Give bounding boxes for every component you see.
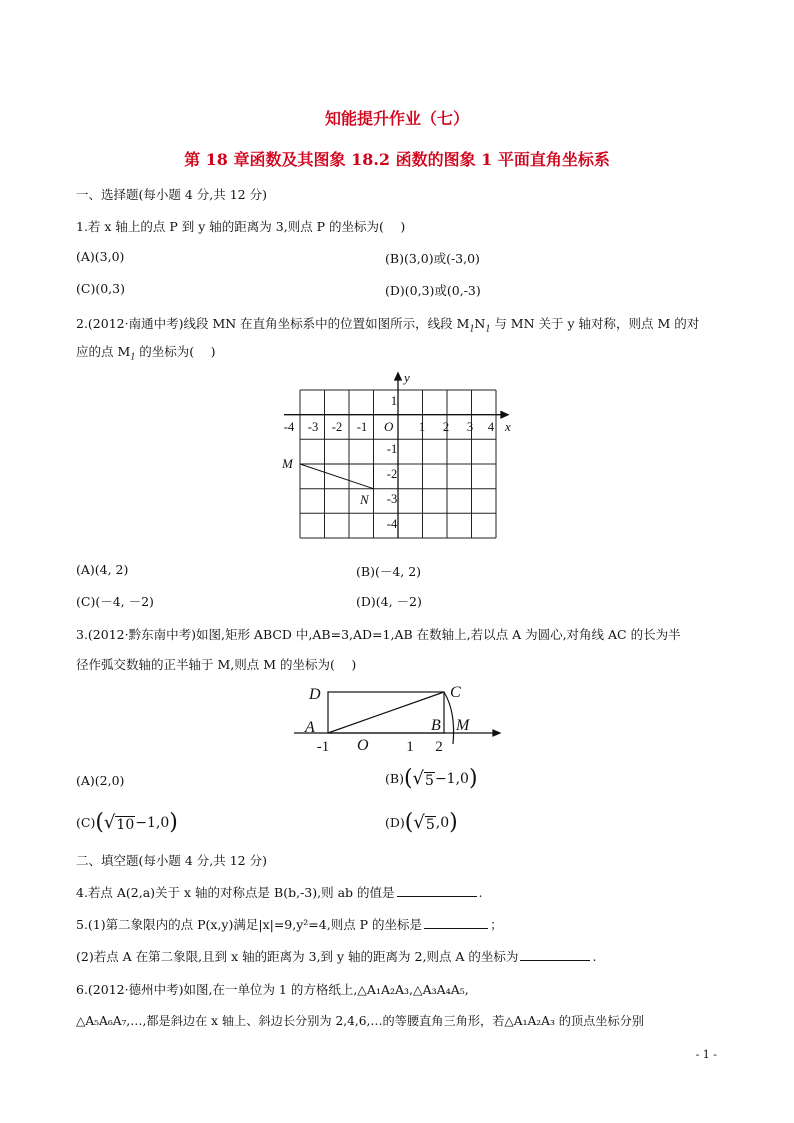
question-2-option-c: (C)(－4, －2): [76, 594, 154, 609]
tick-label-2: 2: [435, 739, 443, 755]
point-b-label: B: [431, 717, 441, 734]
option-label: (D): [385, 815, 405, 830]
sqrt-sign: √: [413, 812, 425, 833]
question-6-stem-line2: △A₅A₆A₇,…,都是斜边在 x 轴上、斜边长分别为 2,4,6,…的等腰直角三角形，若△A₁A₂A₃ 的顶点坐标分别: [76, 1014, 645, 1028]
tick-label-1: 1: [406, 739, 414, 755]
coordinate-grid-figure: [278, 368, 518, 544]
paren-open: (: [403, 766, 413, 791]
point-m-label: M: [456, 717, 470, 734]
x-tick-label: -4: [283, 420, 295, 434]
punctuation: .: [592, 949, 597, 964]
subscript: 1: [469, 323, 475, 335]
question-text: 4.若点 A(2,a)关于 x 轴的对称点是 B(b,-3),则 ab 的值是: [76, 885, 395, 900]
subscript: 1: [130, 351, 136, 363]
question-2-option-b: (B)(－4, 2): [356, 564, 422, 579]
paren-close: ): [169, 810, 178, 835]
question-1-option-b: (B)(3,0)或(-3,0): [385, 251, 480, 266]
question-3-option-a: (A)(2,0): [76, 773, 125, 788]
x-tick-label: 1: [418, 420, 426, 434]
question-5-part-1: [76, 915, 503, 933]
option-label: (B): [385, 771, 404, 786]
question-3-option-c: [76, 810, 178, 835]
y-tick-label: -3: [386, 492, 398, 506]
number-labels: [317, 739, 443, 755]
option-label: (C): [76, 815, 96, 830]
point-d-label: D: [309, 686, 321, 703]
sqrt-sign: √: [103, 812, 116, 833]
question-text: (2)若点 A 在第二象限,且到 x 轴的距离为 3,到 y 轴的距离为 2,则点 A 的坐标为: [76, 949, 519, 964]
q2-stem-part: 2.(2012·南通中考)线段 MN 在直角坐标系中的位置如图所示，线段 M: [76, 316, 470, 331]
x-tick-label: 3: [466, 420, 474, 434]
q2-stem-part: 的坐标为( ): [135, 344, 216, 359]
answer-blank[interactable]: [520, 948, 590, 961]
paren-close: ): [449, 810, 458, 835]
q2-stem-part: 与 MN 关于 y 轴对称，则点 M 的对: [490, 316, 700, 331]
sqrt-expression: [413, 812, 435, 833]
point-c-label: C: [450, 684, 461, 701]
question-2-stem: [76, 314, 699, 335]
tick-label-minus1: -1: [316, 739, 330, 755]
y-axis-label: y: [404, 370, 410, 385]
question-1-option-d: (D)(0,3)或(0,-3): [385, 283, 481, 298]
origin-label: O: [384, 419, 394, 434]
question-5-part-2: [76, 947, 596, 965]
radicand: 5: [425, 817, 435, 833]
question-3-option-d: [385, 810, 458, 835]
y-tick-label: -2: [386, 467, 398, 481]
question-2-option-d: (D)(4, －2): [356, 594, 422, 609]
x-tick-label: -2: [331, 420, 343, 434]
question-4-stem: [76, 883, 482, 901]
answer-blank[interactable]: [424, 916, 488, 929]
segment-mn: [300, 464, 374, 489]
subscript: 1: [485, 323, 491, 335]
question-1-option-c: (C)(0,3): [76, 281, 125, 296]
question-2-option-a: (A)(4, 2): [76, 562, 129, 577]
radicand: 10: [116, 817, 135, 833]
y-tick-label: -4: [386, 517, 398, 531]
x-tick-label: -3: [307, 420, 319, 434]
y-tick-label: 1: [390, 394, 398, 408]
x-axis-label: x: [505, 419, 511, 434]
q2-stem-part: N: [474, 316, 486, 331]
option-value: −1,0: [434, 770, 469, 787]
radicand: 5: [425, 773, 434, 789]
punctuation: ；: [490, 917, 503, 932]
origin-label: O: [357, 737, 369, 754]
sqrt-expression: [413, 768, 435, 789]
x-tick-label: 4: [487, 420, 495, 434]
paren-open: (: [404, 810, 414, 835]
question-1-option-a: (A)(3,0): [76, 249, 125, 264]
question-text: 5.(1)第二象限内的点 P(x,y)满足|x|=9,y²=4,则点 P 的坐标是: [76, 917, 423, 932]
x-tick-label: -1: [356, 420, 368, 434]
punctuation: .: [478, 885, 483, 900]
page-title: 知能提升作业（七）: [324, 109, 469, 128]
option-value: ,0: [435, 814, 450, 831]
paren-open: (: [95, 810, 104, 835]
option-value: −1,0: [135, 814, 170, 831]
question-1-stem: 1.若 x 轴上的点 P 到 y 轴的距离为 3,则点 P 的坐标为( ): [76, 219, 406, 234]
point-n-label: N: [360, 492, 369, 507]
answer-blank[interactable]: [397, 884, 477, 897]
y-tick-label: -1: [386, 442, 398, 456]
q2-stem-part: 应的点 M: [76, 344, 131, 359]
sqrt-expression: [104, 812, 135, 833]
point-m-label: M: [282, 456, 293, 471]
question-3-stem: 3.(2012·黔东南中考)如图,矩形 ABCD 中,AB=3,AD=1,AB 在数轴上,若以点 A 为圆心,对角线 AC 的长为半: [76, 627, 681, 642]
page-subtitle: 第 18 章函数及其图象 18.2 函数的图象 1 平面直角坐标系: [184, 150, 610, 169]
section-heading-choice: 一、选择题(每小题 4 分,共 12 分): [76, 187, 267, 202]
question-3-stem-line2: 径作弧交数轴的正半轴于 M,则点 M 的坐标为( ): [76, 657, 357, 672]
page-number: - 1 -: [695, 1048, 717, 1061]
question-2-stem-line2: [76, 342, 215, 363]
number-line-figure: [290, 680, 506, 756]
paren-close: ): [468, 766, 478, 791]
question-6-stem: 6.(2012·德州中考)如图,在一单位为 1 的方格纸上,△A₁A₂A₃,△A₃A₄A₅,: [76, 982, 469, 997]
question-3-option-b: [385, 766, 478, 791]
x-tick-label: 2: [442, 420, 450, 434]
section-heading-fill: 二、填空题(每小题 4 分,共 12 分): [76, 853, 267, 868]
point-a-label: A: [305, 719, 315, 736]
figure-labels: [281, 370, 511, 507]
sqrt-sign: √: [412, 768, 425, 789]
